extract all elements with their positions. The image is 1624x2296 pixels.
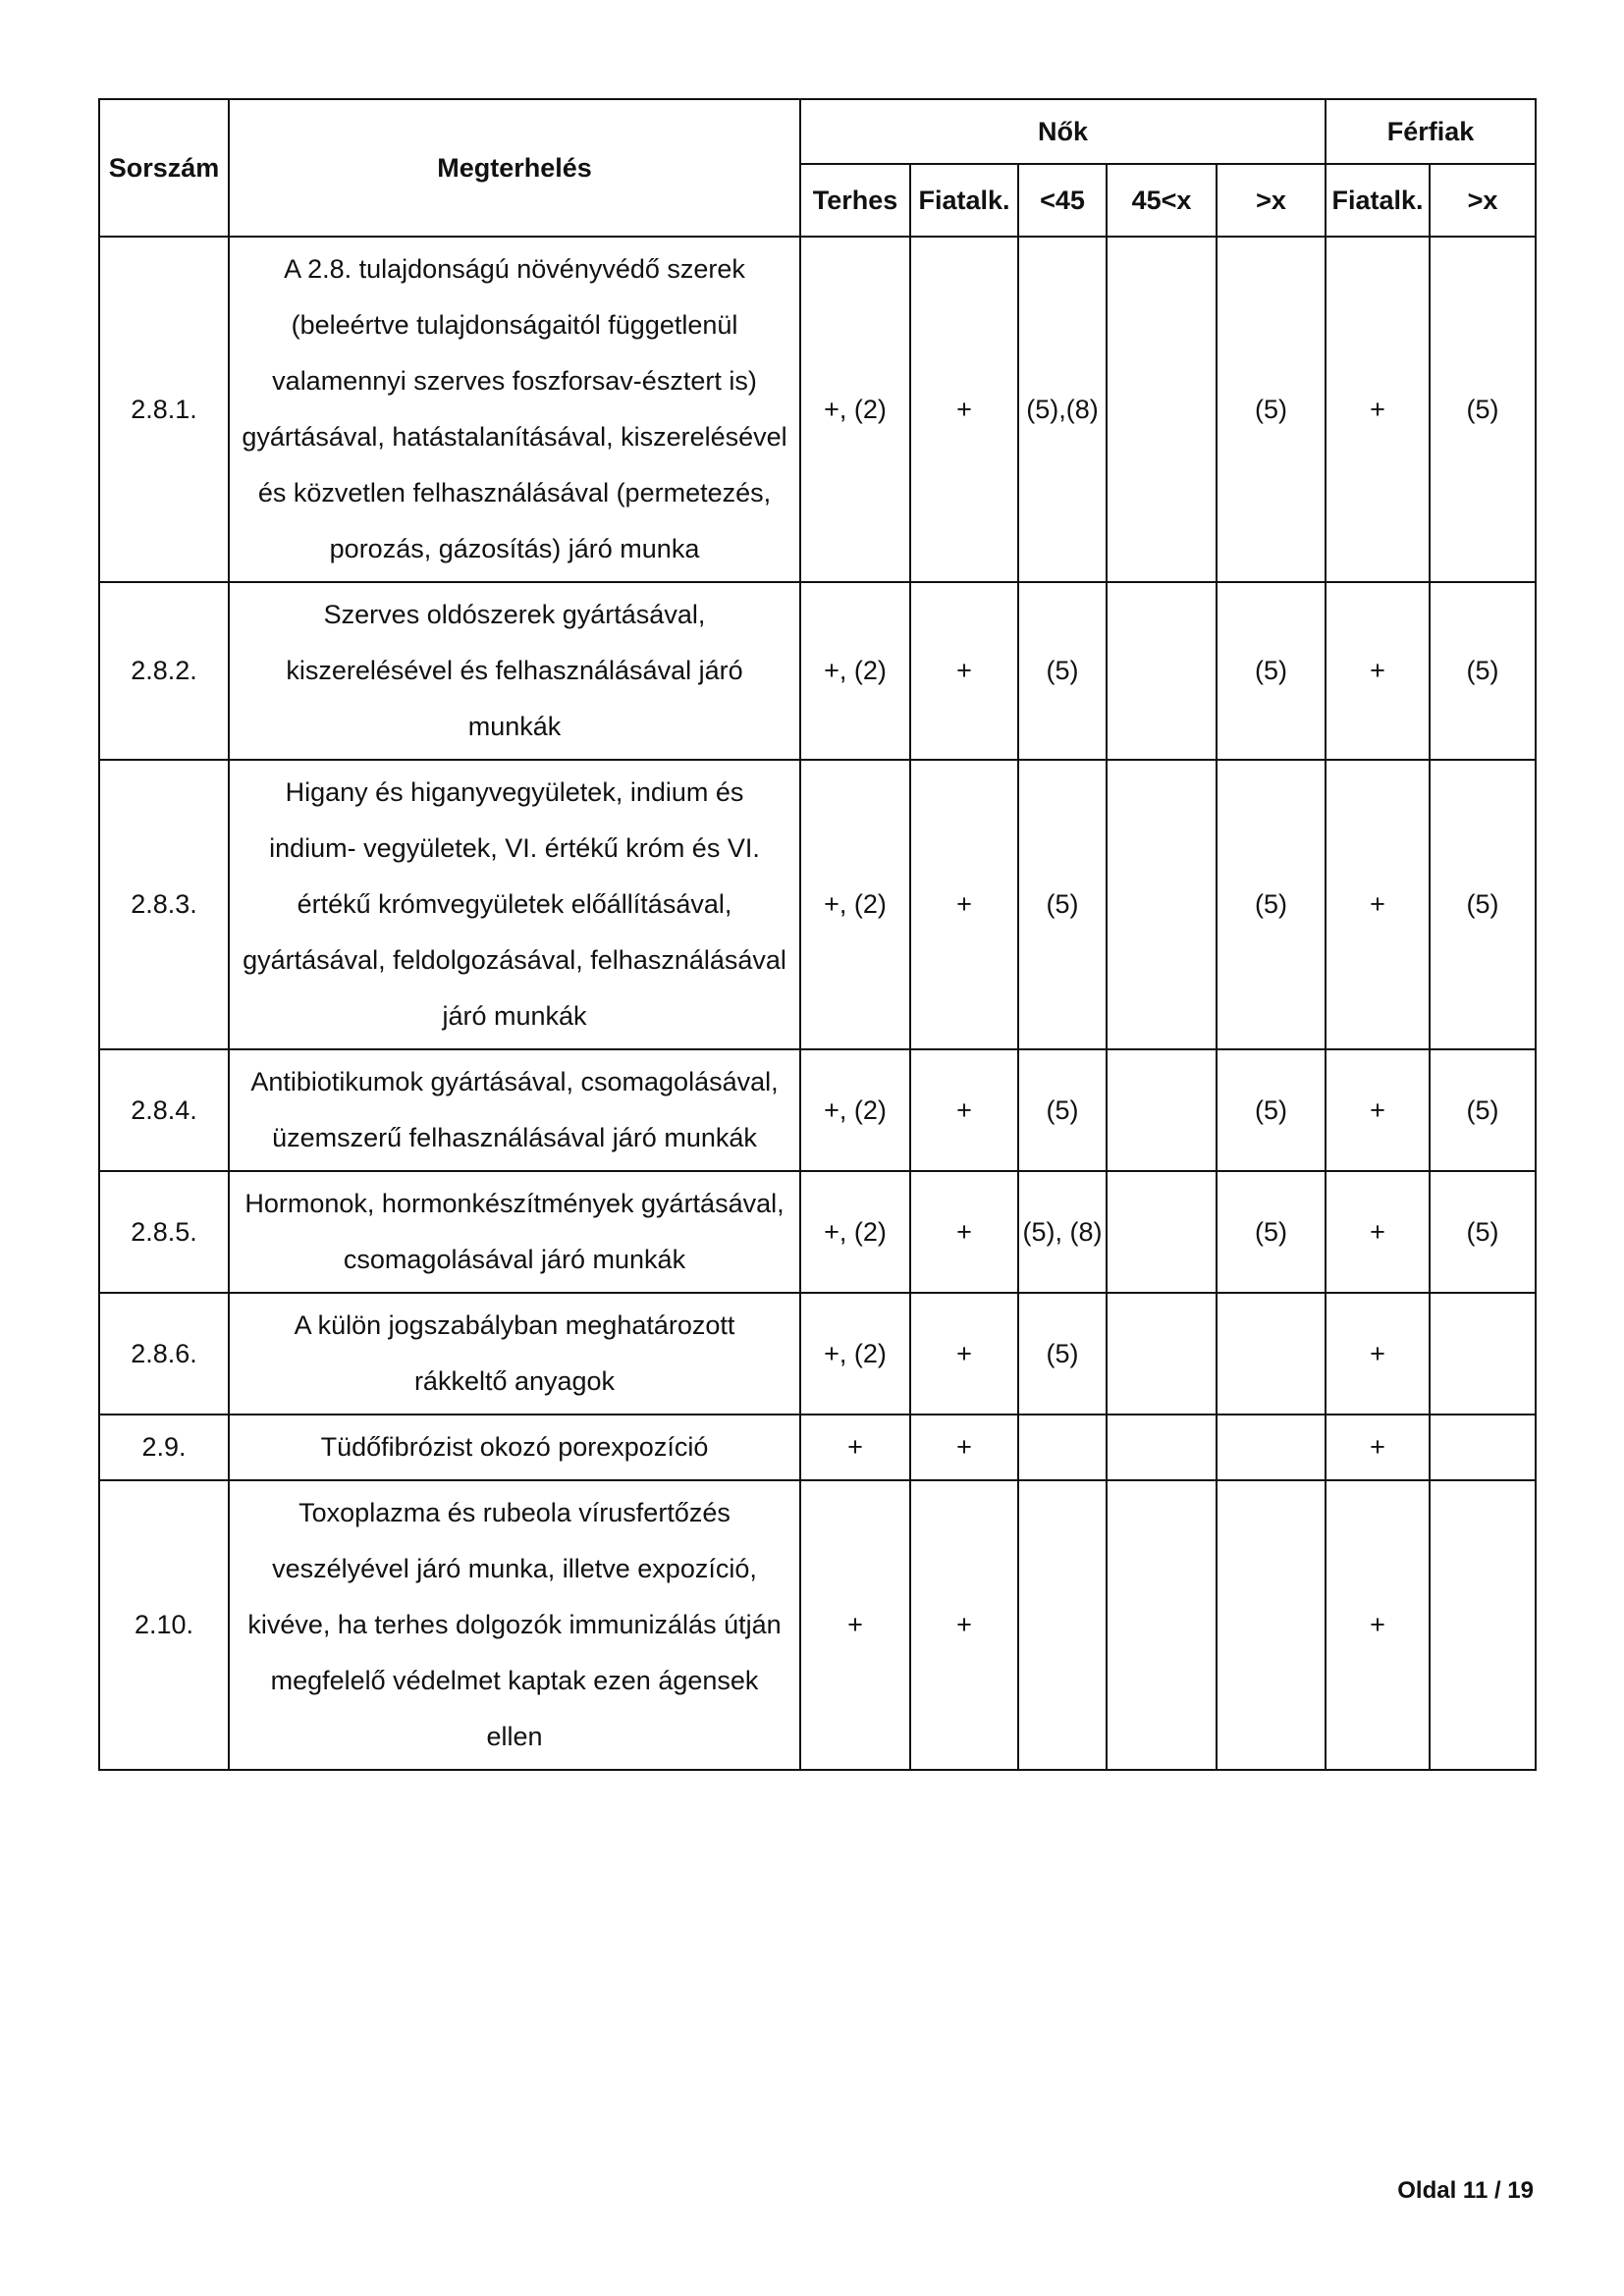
value-cell: + — [910, 1293, 1018, 1415]
description-line: értékű krómvegyületek előállításával, — [297, 889, 732, 919]
description-line: járó munkák — [442, 1001, 587, 1031]
value-cell: + — [1326, 1049, 1430, 1171]
value-cell — [1107, 760, 1217, 1049]
value-cell: (5) — [1018, 760, 1107, 1049]
value-cell: + — [910, 1049, 1018, 1171]
value-cell — [1107, 1171, 1217, 1293]
description-line: kivéve, ha terhes dolgozók immunizálás útján — [247, 1610, 782, 1639]
value-cell: (5) — [1217, 1171, 1326, 1293]
value-cell — [1430, 1293, 1536, 1415]
description-line: Toxoplazma és rubeola vírusfertőzés — [298, 1498, 731, 1527]
value-cell: +, (2) — [800, 1171, 910, 1293]
value-cell: + — [1326, 760, 1430, 1049]
row-description — [229, 1049, 800, 1171]
subheader-cell: >x — [1217, 164, 1326, 237]
subheader-cell: Fiatalk. — [1326, 164, 1430, 237]
value-cell: + — [910, 582, 1018, 760]
value-cell: + — [800, 1480, 910, 1770]
value-cell — [1430, 1480, 1536, 1770]
table-row — [99, 582, 1536, 760]
table-row — [99, 1171, 1536, 1293]
value-cell: + — [1326, 1171, 1430, 1293]
value-cell: + — [1326, 237, 1430, 582]
value-cell: (5) — [1018, 582, 1107, 760]
header-sorszam: Sorszám — [99, 99, 229, 237]
row-description — [229, 1480, 800, 1770]
description-line: porozás, gázosítás) járó munka — [329, 534, 700, 563]
page-number: Oldal 11 / 19 — [1397, 2177, 1534, 2204]
value-cell: + — [910, 1480, 1018, 1770]
row-description — [229, 1293, 800, 1415]
table-row — [99, 1480, 1536, 1770]
description-line: kiszerelésével és felhasználásával járó — [286, 656, 743, 685]
description-line: veszélyével járó munka, illetve expozíció, — [272, 1554, 757, 1583]
value-cell: (5) — [1217, 1049, 1326, 1171]
subheader-cell: Terhes — [800, 164, 910, 237]
value-cell: + — [1326, 1415, 1430, 1480]
row-number: 2.8.2. — [99, 582, 229, 760]
row-description — [229, 237, 800, 582]
header-nok: Nők — [800, 99, 1326, 164]
value-cell: +, (2) — [800, 1293, 910, 1415]
value-cell — [1107, 237, 1217, 582]
value-cell: + — [910, 237, 1018, 582]
value-cell — [1107, 1293, 1217, 1415]
value-cell: +, (2) — [800, 1049, 910, 1171]
description-line: rákkeltő anyagok — [413, 1366, 616, 1396]
value-cell: (5) — [1217, 760, 1326, 1049]
table-row — [99, 237, 1536, 582]
value-cell: (5) — [1217, 237, 1326, 582]
description-line: indium- vegyületek, VI. értékű króm és VI. — [269, 833, 760, 863]
value-cell — [1107, 1049, 1217, 1171]
header-megterheles: Megterhelés — [229, 99, 800, 237]
table-row — [99, 1415, 1536, 1480]
description-line: Antibiotikumok gyártásával, csomagolásával, — [250, 1067, 779, 1096]
header-ferfiak: Férfiak — [1326, 99, 1536, 164]
value-cell: (5) — [1430, 237, 1536, 582]
row-description — [229, 760, 800, 1049]
description-line: és közvetlen felhasználásával (permetezés, — [257, 478, 772, 507]
description-line: gyártásával, hatástalanításával, kiszerelésével — [242, 422, 787, 452]
description-line: A 2.8. tulajdonságú növényvédő szerek — [284, 254, 745, 284]
description-line: Tüdőfibrózist okozó porexpozíció — [320, 1432, 709, 1462]
row-number: 2.8.5. — [99, 1171, 229, 1293]
value-cell — [1217, 1293, 1326, 1415]
value-cell — [1430, 1415, 1536, 1480]
value-cell: (5) — [1018, 1049, 1107, 1171]
value-cell — [1018, 1415, 1107, 1480]
description-line: ellen — [486, 1722, 543, 1751]
value-cell: +, (2) — [800, 582, 910, 760]
value-cell: (5) — [1430, 1171, 1536, 1293]
value-cell: + — [1326, 1293, 1430, 1415]
value-cell — [1107, 1415, 1217, 1480]
row-number: 2.8.3. — [99, 760, 229, 1049]
value-cell: + — [910, 1171, 1018, 1293]
restrictions-table — [98, 98, 1537, 1771]
description-line: megfelelő védelmet kaptak ezen ágensek — [270, 1666, 759, 1695]
description-line: üzemszerű felhasználásával járó munkák — [272, 1123, 757, 1152]
value-cell: (5) — [1430, 760, 1536, 1049]
subheader-cell: Fiatalk. — [910, 164, 1018, 237]
description-line: csomagolásával járó munkák — [343, 1245, 686, 1274]
value-cell: +, (2) — [800, 760, 910, 1049]
value-cell: +, (2) — [800, 237, 910, 582]
value-cell — [1107, 1480, 1217, 1770]
row-number: 2.8.6. — [99, 1293, 229, 1415]
value-cell — [1107, 582, 1217, 760]
description-line: Hormonok, hormonkészítmények gyártásával, — [244, 1189, 785, 1218]
row-number: 2.10. — [99, 1480, 229, 1770]
value-cell — [1217, 1415, 1326, 1480]
value-cell: (5) — [1018, 1293, 1107, 1415]
description-line: A külön jogszabályban meghatározott — [294, 1310, 735, 1340]
value-cell: (5),(8) — [1018, 237, 1107, 582]
description-line: valamennyi szerves foszforsav-észtert is) — [272, 366, 757, 396]
value-cell: + — [1326, 1480, 1430, 1770]
description-line: Szerves oldószerek gyártásával, — [323, 600, 706, 629]
row-number: 2.8.4. — [99, 1049, 229, 1171]
description-line: munkák — [467, 712, 562, 741]
value-cell: + — [910, 760, 1018, 1049]
subheader-cell: 45<x — [1107, 164, 1217, 237]
description-line: (beleértve tulajdonságaitól függetlenül — [291, 310, 738, 340]
value-cell — [1018, 1480, 1107, 1770]
value-cell: (5) — [1430, 1049, 1536, 1171]
value-cell: + — [910, 1415, 1018, 1480]
value-cell: (5) — [1430, 582, 1536, 760]
description-line: gyártásával, feldolgozásával, felhasználásával — [243, 945, 786, 975]
value-cell: + — [800, 1415, 910, 1480]
description-line: Higany és higanyvegyületek, indium és — [285, 777, 744, 807]
row-description — [229, 1415, 800, 1480]
value-cell: + — [1326, 582, 1430, 760]
subheader-cell: >x — [1430, 164, 1536, 237]
table-body — [99, 237, 1536, 1770]
table-row — [99, 760, 1536, 1049]
row-description — [229, 1171, 800, 1293]
row-number: 2.8.1. — [99, 237, 229, 582]
row-description — [229, 582, 800, 760]
value-cell: (5), (8) — [1018, 1171, 1107, 1293]
table-row — [99, 1293, 1536, 1415]
table-row — [99, 1049, 1536, 1171]
subheader-cell: <45 — [1018, 164, 1107, 237]
value-cell: (5) — [1217, 582, 1326, 760]
value-cell — [1217, 1480, 1326, 1770]
row-number: 2.9. — [99, 1415, 229, 1480]
